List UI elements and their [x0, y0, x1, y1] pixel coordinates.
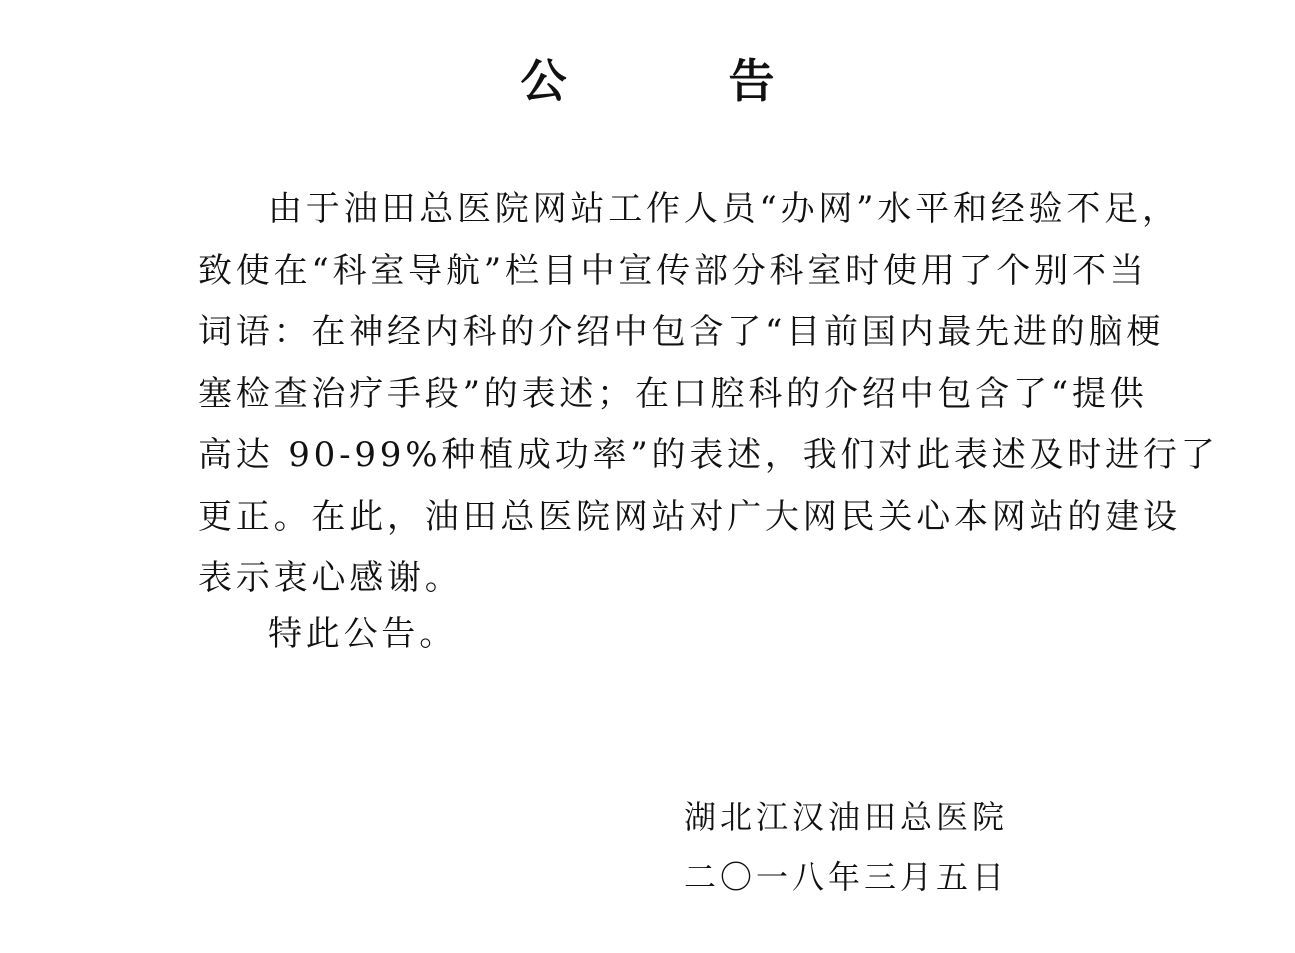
- body-line: 词语：在神经内科的介绍中包含了“目前国内最先进的脑梗: [198, 312, 1165, 352]
- signature-date: 二〇一八年三月五日: [684, 858, 1009, 896]
- body-line: 更正。在此，油田总医院网站对广大网民关心本网站的建设: [198, 496, 1181, 537]
- notice-body: [198, 179, 1219, 610]
- body-line: 由于油田总医院网站工作人员“办网”水平和经验不足，: [268, 189, 1180, 229]
- signature-organization: 湖北江汉油田总医院: [684, 798, 1009, 836]
- body-line: 塞检查治疗手段”的表述；在口腔科的介绍中包含了“提供: [198, 373, 1148, 414]
- body-line: 高达 90-99%种植成功率”的表述，我们对此表述及时进行了: [198, 435, 1219, 475]
- body-line: 表示衷心感谢。: [198, 558, 463, 598]
- body-line: 致使在“科室导航”栏目中宣传部分科室时使用了个别不当: [198, 250, 1148, 291]
- notice-title: 公 告: [520, 54, 833, 108]
- closing-statement: 特此公告。: [268, 614, 457, 654]
